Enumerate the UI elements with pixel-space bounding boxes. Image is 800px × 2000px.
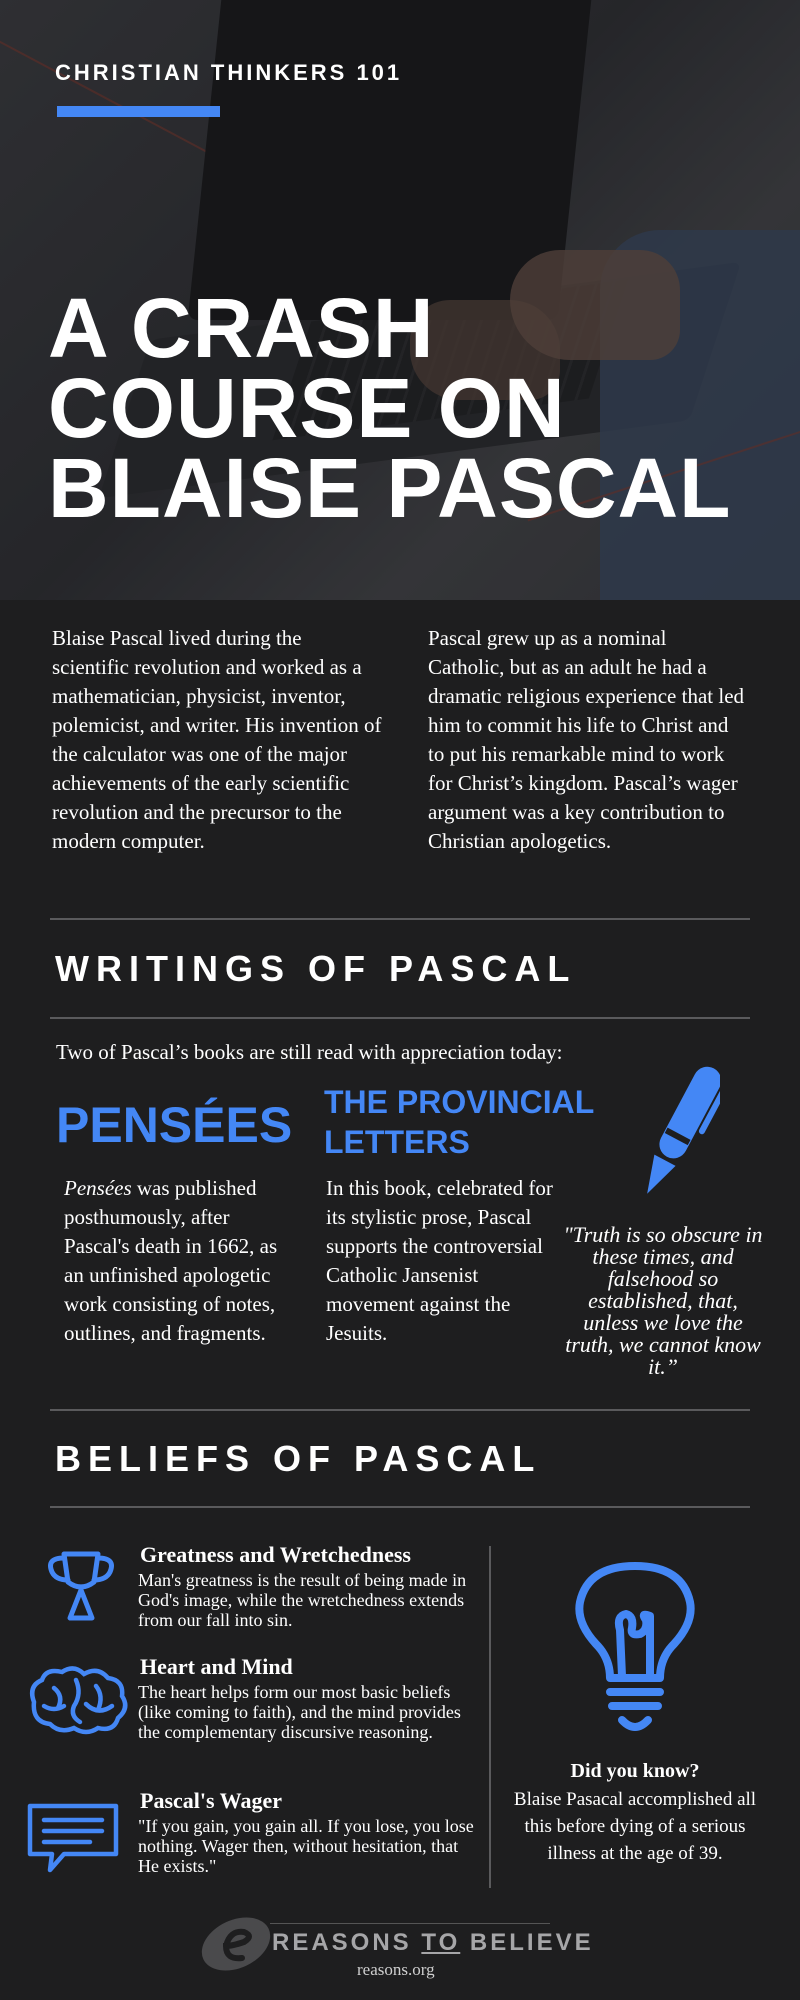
brand-word: TO <box>421 1929 461 1956</box>
belief-title: Greatness and Wretchedness <box>140 1542 411 1567</box>
pascal-quote: "Truth is so obscure in these times, and falsehood so established, that, unless we love the truth, we cannot know it.” <box>563 1222 763 1379</box>
intro-paragraph-left: Blaise Pascal lived during the scientific revolution and worked as a mathematician, physicist, inventor, polemicist, and writer. His invention of the calculator was one of the major achievements of the early scientific revolution and the precursor to the modern computer. <box>52 626 382 853</box>
divider <box>50 918 750 920</box>
speech-bubble-icon <box>24 1800 134 1876</box>
divider <box>50 1409 750 1411</box>
title-line: BLAISE PASCAL <box>48 441 732 535</box>
title-line: LETTERS <box>324 1124 470 1160</box>
intro-paragraph-right: Pascal grew up as a nominal Catholic, but as an adult he had a dramatic religious experience that led him to commit his life to Christ and to put his remarkable mind to work for Christ’s kingdom. Pascal’s wager argument was a key contribution to Christian apologetics. <box>428 626 745 853</box>
lightbulb-icon <box>570 1560 700 1740</box>
belief-text: The heart helps form our most basic beliefs (like coming to faith), and the mind provides the complementary discursive reasoning. <box>138 1682 461 1742</box>
belief-title: Pascal's Wager <box>140 1788 282 1813</box>
writings-heading: WRITINGS OF PASCAL <box>55 948 577 989</box>
beliefs-heading: BELIEFS OF PASCAL <box>55 1438 542 1479</box>
brand-word: REASONS <box>272 1929 422 1956</box>
brand-word: BELIEVE <box>460 1929 594 1956</box>
website-url: reasons.org <box>357 1960 435 1979</box>
title-line: COURSE ON <box>48 361 566 455</box>
column-divider <box>489 1546 491 1888</box>
series-kicker: CHRISTIAN THINKERS 101 <box>55 60 403 85</box>
reasons-to-believe-logo-icon <box>196 1908 276 1980</box>
logo-rule <box>270 1923 550 1924</box>
pensees-body: was published posthumously, after Pascal's death in 1662, as an unfinished apologetic work consisting of notes, outlines, and fragments. <box>64 1176 278 1345</box>
belief-text: Man's greatness is the result of being made in God's image, while the wretchedness extends from our fall into sin. <box>138 1570 467 1630</box>
title-line: A CRASH <box>48 281 435 375</box>
pen-icon <box>640 1052 720 1212</box>
belief-title: Heart and Mind <box>140 1654 293 1679</box>
provincial-letters-description: In this book, celebrated for its stylistic prose, Pascal supports the controversial Catholic Jansenist movement against the Jesuits. <box>326 1176 553 1345</box>
did-you-know-text: Blaise Pasacal accomplished all this before dying of a serious illness at the age of 39. <box>513 1789 757 1864</box>
brain-icon <box>24 1666 134 1736</box>
divider <box>50 1506 750 1508</box>
brand-name <box>272 1929 594 1957</box>
kicker-underline <box>57 106 220 117</box>
provincial-letters-title <box>324 1082 614 1162</box>
page-title <box>48 281 768 535</box>
belief-text: "If you gain, you gain all. If you lose, you lose nothing. Wager then, without hesitation, that He exists." <box>138 1816 474 1876</box>
divider <box>50 1017 750 1019</box>
did-you-know-title: Did you know? <box>570 1760 700 1782</box>
title-line: THE PROVINCIAL <box>324 1084 595 1120</box>
pensees-description <box>64 1174 294 1348</box>
writings-intro: Two of Pascal’s books are still read with appreciation today: <box>56 1040 563 1064</box>
trophy-icon <box>24 1546 134 1626</box>
pensees-emphasis: Pensées <box>64 1176 132 1200</box>
pensees-title: PENSÉES <box>56 1097 293 1153</box>
